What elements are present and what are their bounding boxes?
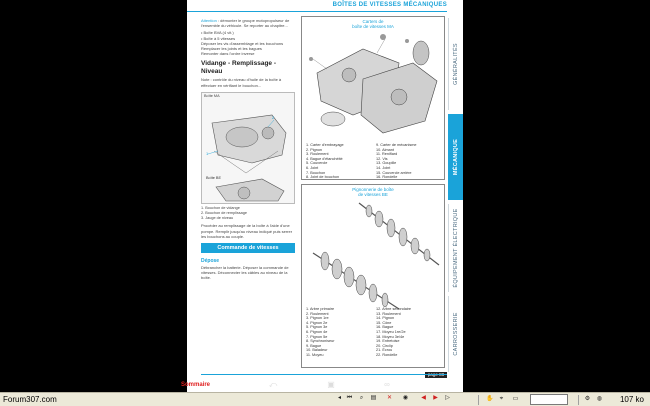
legend-item: 8. Joint de bouchon xyxy=(306,175,340,180)
tab-label: ÉQUIPEMENT ÉLECTRIQUE xyxy=(453,208,459,288)
bullet-item: • Boîte BVA (4 vit.) xyxy=(201,30,234,36)
fill-procedure-text: Procéder au remplissage de la boîte à l'aide d'une pompe. Remplir jusqu'au niveau indiqué puis serrer les bouchons au couple. xyxy=(201,223,293,239)
binoculars-icon[interactable]: ∞ xyxy=(384,380,390,389)
legend-item: 8. Synchroniseur xyxy=(306,339,335,344)
legend-item: 9. Bague xyxy=(306,343,322,348)
tab-generalites[interactable] xyxy=(448,18,463,110)
legend-item: 12. Vis xyxy=(376,156,388,161)
box-title-line2: de vitesses BE xyxy=(358,192,388,197)
info-icon[interactable]: ◉ xyxy=(402,395,409,401)
legend-item: 7. Bouchon xyxy=(306,170,326,175)
legend-item: 11. Reniflard xyxy=(376,152,398,157)
legend-right xyxy=(376,307,411,358)
intro-lead: Attention xyxy=(201,18,217,23)
caption-item: 3. Jauge de niveau xyxy=(201,216,234,221)
separator xyxy=(578,395,579,405)
exploded-gears-drawing xyxy=(303,199,445,311)
page-header xyxy=(187,0,463,12)
hand-tool-icon[interactable]: ✋ xyxy=(486,396,494,402)
status-size: 107 ko xyxy=(619,395,644,404)
section-text: Note : contrôle du niveau d'huile de la boîte à effectuer en vérifiant le bouchon... xyxy=(201,77,282,88)
figure-box-gears xyxy=(301,184,445,368)
legend-item: 1. Arbre primaire xyxy=(306,307,335,311)
legend-right xyxy=(376,143,417,180)
header-title: BOÎTES DE VITESSES MÉCANIQUES xyxy=(332,2,447,8)
bullet-item: Remplacer les joints et les bagues xyxy=(201,46,262,52)
legend-item: 7. Pignon 5e xyxy=(306,334,328,339)
sommaire-link[interactable]: Sommaire xyxy=(181,382,211,388)
legend-item: 4. Pignon 2e xyxy=(306,320,328,325)
legend-item: 16. Bague xyxy=(376,325,394,330)
tab-label: CARROSSERIE xyxy=(453,312,459,356)
legend-item: 14. Joint xyxy=(376,165,391,170)
legend-item: 5. Pignon 3e xyxy=(306,325,328,330)
tab-label: MÉCANIQUE xyxy=(452,138,459,176)
legend-item: 15. Couvercle arrière xyxy=(376,170,412,175)
figure-captions xyxy=(201,206,295,222)
box-title-line2: boîte de vitesses MA xyxy=(352,24,394,29)
tab-carrosserie[interactable] xyxy=(448,296,463,372)
status-site: Forum307.com xyxy=(3,395,57,404)
section-tabs xyxy=(448,12,463,372)
legend-item: 4. Bague d'étanchéité xyxy=(306,156,343,161)
legend-item: 1. Carter d'embrayage xyxy=(306,143,344,147)
zoom-field[interactable] xyxy=(530,394,568,405)
legend-item: 3. Roulement xyxy=(306,152,329,157)
section-title: Vidange - Remplissage - Niveau xyxy=(201,60,277,75)
stop-icon[interactable]: ✕ xyxy=(386,395,393,401)
legend-item: 2. Roulement xyxy=(306,311,329,316)
play-icon[interactable]: ▷ xyxy=(445,395,450,401)
legend-item: 14. Pignon xyxy=(376,316,395,321)
left-column xyxy=(201,18,295,281)
legend-item: 17. Moyeu 1re/2e xyxy=(376,329,406,334)
box-title-line1: Carters de xyxy=(362,19,384,24)
bullet-item: Remonter dans l'ordre inverse xyxy=(201,51,255,57)
select-tool-icon[interactable]: ⌖ xyxy=(499,396,504,402)
legend-item: 19. Entretoise xyxy=(376,339,400,344)
settings-icon[interactable]: ⚙ xyxy=(584,396,591,402)
legend-item: 12. Arbre secondaire xyxy=(376,307,412,311)
legend-item: 13. Goupille xyxy=(376,161,397,166)
legend-item: 3. Pignon 1re xyxy=(306,316,329,321)
legend-item: 15. Cône xyxy=(376,320,392,325)
legend-item: 21. Écrou xyxy=(376,348,393,353)
caption-item: 1. Bouchon de vidange xyxy=(201,205,240,210)
tab-mecanique[interactable] xyxy=(448,114,463,200)
header-rule xyxy=(187,11,447,12)
page-nav xyxy=(336,395,466,403)
document-page xyxy=(187,0,463,392)
status-bar xyxy=(0,392,650,406)
intro-text: : démonter le groupe motopropulseur de l'ensemble du véhicule. Se reporter au chapitre... xyxy=(201,18,290,29)
caption-item: 2. Bouchon de remplissage xyxy=(201,211,248,216)
legend-left xyxy=(306,307,335,358)
legend-item: 10. Baladeur xyxy=(306,348,328,353)
legend-item: 10. Aimant xyxy=(376,147,394,152)
search-icon[interactable]: ⌕ xyxy=(359,395,364,401)
legend-item: 6. Pignon 4e xyxy=(306,329,328,334)
gearbox-drawing xyxy=(202,93,294,203)
zoom-in-icon[interactable]: ◂ xyxy=(337,395,341,401)
tab-equipement-electrique[interactable] xyxy=(448,204,463,292)
print-small-icon[interactable]: ▤ xyxy=(370,395,377,401)
separator xyxy=(478,395,479,405)
legend-item: 5. Couvercle xyxy=(306,161,328,166)
legend-item: 18. Moyeu 3e/4e xyxy=(376,334,405,339)
bullet-list xyxy=(201,30,295,56)
fit-width-icon[interactable]: ▭ xyxy=(512,396,519,402)
tab-label: GÉNÉRALITÉS xyxy=(453,43,459,85)
figure-sublabel: Boîte BE xyxy=(206,175,221,180)
figure-label: Boîte MA xyxy=(204,93,220,98)
svg-text:1: 1 xyxy=(206,150,209,156)
intro-paragraph xyxy=(201,18,295,28)
legend-item: 20. Circlip xyxy=(376,343,393,348)
legend-item: 16. Rondelle xyxy=(376,175,398,180)
removal-text: Débrancher la batterie. Déposer la commande de vitesses. Déconnecter les câbles au niveau de la boîte. xyxy=(201,265,289,281)
legend-item: 6. Joint xyxy=(306,165,319,170)
svg-text:2: 2 xyxy=(272,114,275,120)
legend-item: 13. Roulement xyxy=(376,311,401,316)
subheading: Dépose xyxy=(201,258,220,265)
next-page-icon[interactable]: ▶ xyxy=(433,395,438,401)
legend-left xyxy=(306,143,344,180)
legend-item: 2. Pignon xyxy=(306,147,323,152)
back-arrow-icon[interactable]: ⤺ xyxy=(268,380,278,389)
page-number xyxy=(425,372,447,378)
box-title-line1: Pignonnerie de boîte xyxy=(352,187,394,192)
figure-box-carters xyxy=(301,16,445,180)
legend-item: 22. Rondelle xyxy=(376,352,398,357)
figure-gearbox-ma xyxy=(201,92,295,204)
bullet-item: • Boîte à 5 vitesses xyxy=(201,35,236,41)
bullet-item: Déposer les vis d'assemblage et les bouchons xyxy=(201,40,284,46)
print-icon[interactable]: ▣ xyxy=(327,380,335,389)
globe-icon[interactable]: ◍ xyxy=(596,396,603,402)
legend-item: 11. Moyeu xyxy=(306,352,324,357)
first-page-icon[interactable]: ⏮ xyxy=(346,395,353,401)
exploded-carter-drawing xyxy=(303,29,445,139)
footer-rule xyxy=(201,374,447,375)
prev-page-icon[interactable]: ◀ xyxy=(421,395,426,401)
section-band: Commande de vitesses xyxy=(201,243,295,253)
legend-item: 9. Carter de mécanisme xyxy=(376,143,417,147)
